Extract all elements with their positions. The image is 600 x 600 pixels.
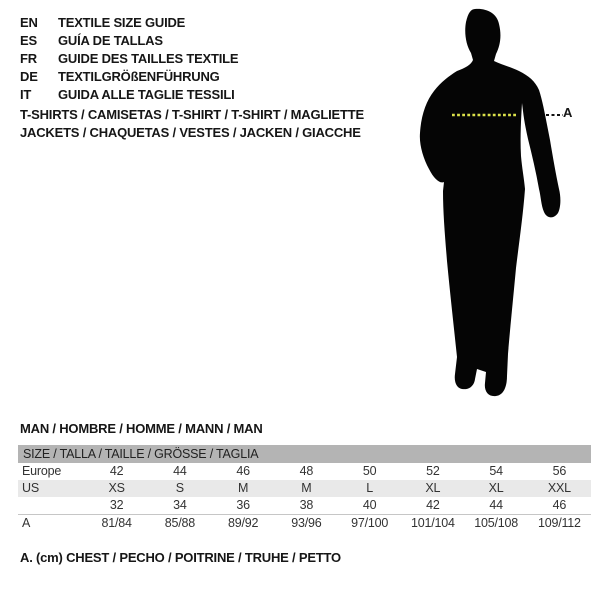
man-silhouette-shape (420, 9, 561, 396)
size-cell: 85/88 (148, 515, 211, 533)
size-table (18, 445, 591, 532)
size-cell: XL (465, 480, 528, 497)
size-cell: 34 (173, 498, 187, 512)
size-cell: 48 (299, 464, 314, 478)
size-cell: M (212, 480, 275, 497)
row-label: Europe (22, 464, 62, 478)
size-cell: 32 (109, 498, 124, 512)
size-cell: 46 (552, 498, 567, 512)
language-label: GUÍA DE TALLAS (58, 33, 163, 48)
size-cell: 38 (299, 498, 314, 512)
size-cell: XL (401, 480, 464, 497)
size-table-header: SIZE / TALLA / TAILLE / GRÖSSE / TAGLIA (18, 445, 591, 463)
size-cell: 50 (362, 464, 377, 478)
language-row (20, 68, 238, 86)
size-cell: L (338, 480, 401, 497)
size-cell: XXL (528, 480, 591, 497)
size-cell: 52 (426, 464, 440, 478)
chest-measure-label: A (563, 105, 573, 120)
language-label: TEXTILE SIZE GUIDE (58, 15, 186, 30)
row-label (18, 497, 85, 515)
language-list (20, 14, 238, 104)
size-cell: 97/100 (338, 515, 401, 533)
size-cell: M (275, 480, 338, 497)
size-cell: 105/108 (465, 515, 528, 533)
language-code: DE (20, 69, 38, 84)
man-silhouette (413, 8, 565, 398)
language-label: TEXTILGRÖßENFÜHRUNG (58, 69, 220, 84)
size-cell: 36 (236, 498, 250, 512)
category-line-jackets: JACKETS / CHAQUETAS / VESTES / JACKEN / GIACCHE (20, 125, 361, 140)
language-row (20, 50, 238, 68)
table-row-europe (18, 463, 591, 480)
language-code: FR (20, 51, 37, 66)
size-cell: 56 (552, 464, 567, 478)
size-cell: 89/92 (212, 515, 275, 533)
size-table-header-row (18, 445, 591, 463)
size-cell: 93/96 (275, 515, 338, 533)
row-label: A (18, 515, 85, 533)
section-title-man: MAN / HOMBRE / HOMME / MANN / MAN (20, 421, 263, 436)
language-code: ES (20, 33, 37, 48)
language-code: IT (20, 87, 32, 102)
category-line-tshirts: T-SHIRTS / CAMISETAS / T-SHIRT / T-SHIRT / MAGLIETTE (20, 107, 364, 122)
table-row-us (18, 480, 591, 497)
language-row (20, 14, 238, 32)
language-row (20, 32, 238, 50)
size-cell: 42 (109, 464, 124, 478)
language-label: GUIDA ALLE TAGLIE TESSILI (58, 87, 235, 102)
size-cell: 40 (362, 498, 377, 512)
size-cell: 42 (426, 498, 440, 512)
size-cell: XS (85, 480, 148, 497)
table-row-uk (18, 497, 591, 515)
language-code: EN (20, 15, 38, 30)
size-cell: 109/112 (528, 515, 591, 533)
size-cell: S (148, 480, 211, 497)
size-cell: 44 (489, 498, 503, 512)
size-cell: 46 (236, 464, 250, 478)
size-cell: 101/104 (401, 515, 464, 533)
size-table-container (18, 445, 591, 532)
table-row-chest-cm (18, 515, 591, 533)
size-cell: 81/84 (85, 515, 148, 533)
language-row (20, 86, 238, 104)
row-label: US (18, 480, 85, 497)
measure-footnote: A. (cm) CHEST / PECHO / POITRINE / TRUHE / PETTO (20, 550, 341, 565)
size-cell: 44 (173, 464, 187, 478)
category-titles (20, 106, 364, 142)
language-label: GUIDE DES TAILLES TEXTILE (58, 51, 239, 66)
man-silhouette-graphic (413, 8, 565, 398)
size-cell: 54 (489, 464, 503, 478)
